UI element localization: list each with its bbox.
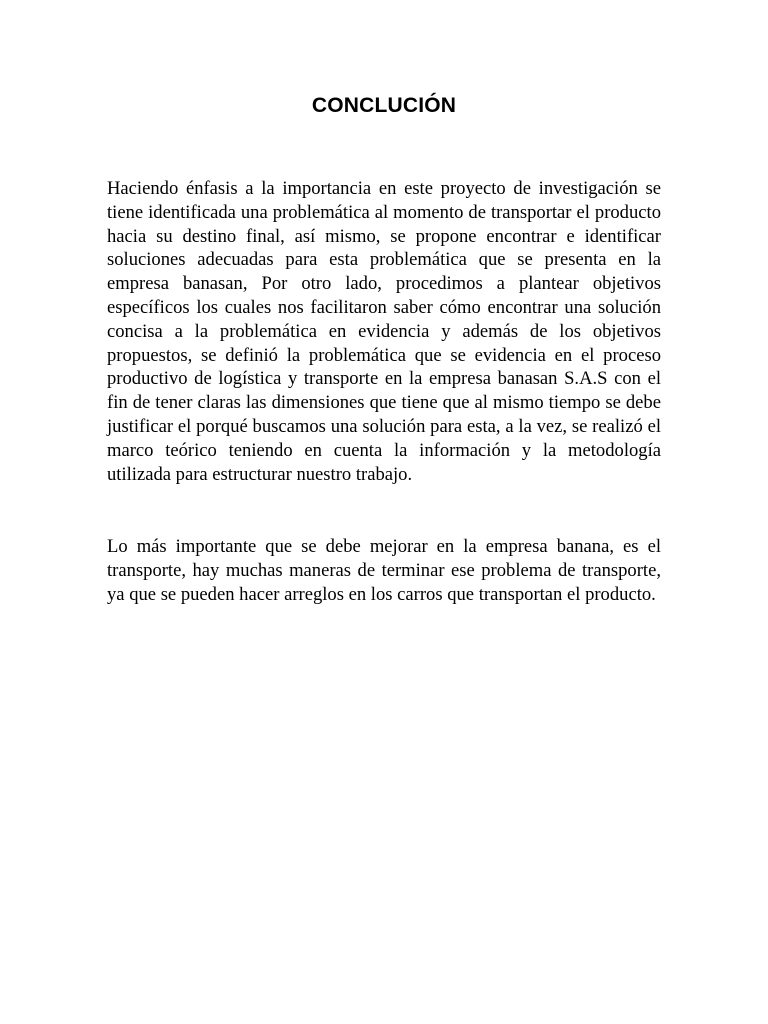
paragraph-2: Lo más importante que se debe mejorar en la empresa banana, es el transporte, hay muchas maneras de terminar ese problema de transporte, ya que se pueden hacer arreglos en los carros que transportan el producto. bbox=[107, 536, 661, 605]
page-title: CONCLUCIÓN bbox=[311, 94, 457, 117]
paragraph-1: Haciendo énfasis a la importancia en este proyecto de investigación se tiene identificada una problemática al momento de transportar el producto hacia su destino final, así mismo, se propone encontrar e identificar soluciones adecuadas para esta problemática que se presenta en la empresa banasan, Por otro lado, procedimos a plantear objetivos específicos los cuales nos facilitaron saber cómo encontrar una solución concisa a la problemática en evidencia y además de los objetivos propuestos, se definió la problemática que se evidencia en el proceso productivo de logística y transporte en la empresa banasan S.A.S con el fin de tener claras las dimensiones que tiene que al mismo tiempo se debe justificar el porqué buscamos una solución para esta, a la vez, se realizó el marco teórico teniendo en cuenta la información y la metodología utilizada para estructurar nuestro trabajo. bbox=[107, 178, 661, 485]
